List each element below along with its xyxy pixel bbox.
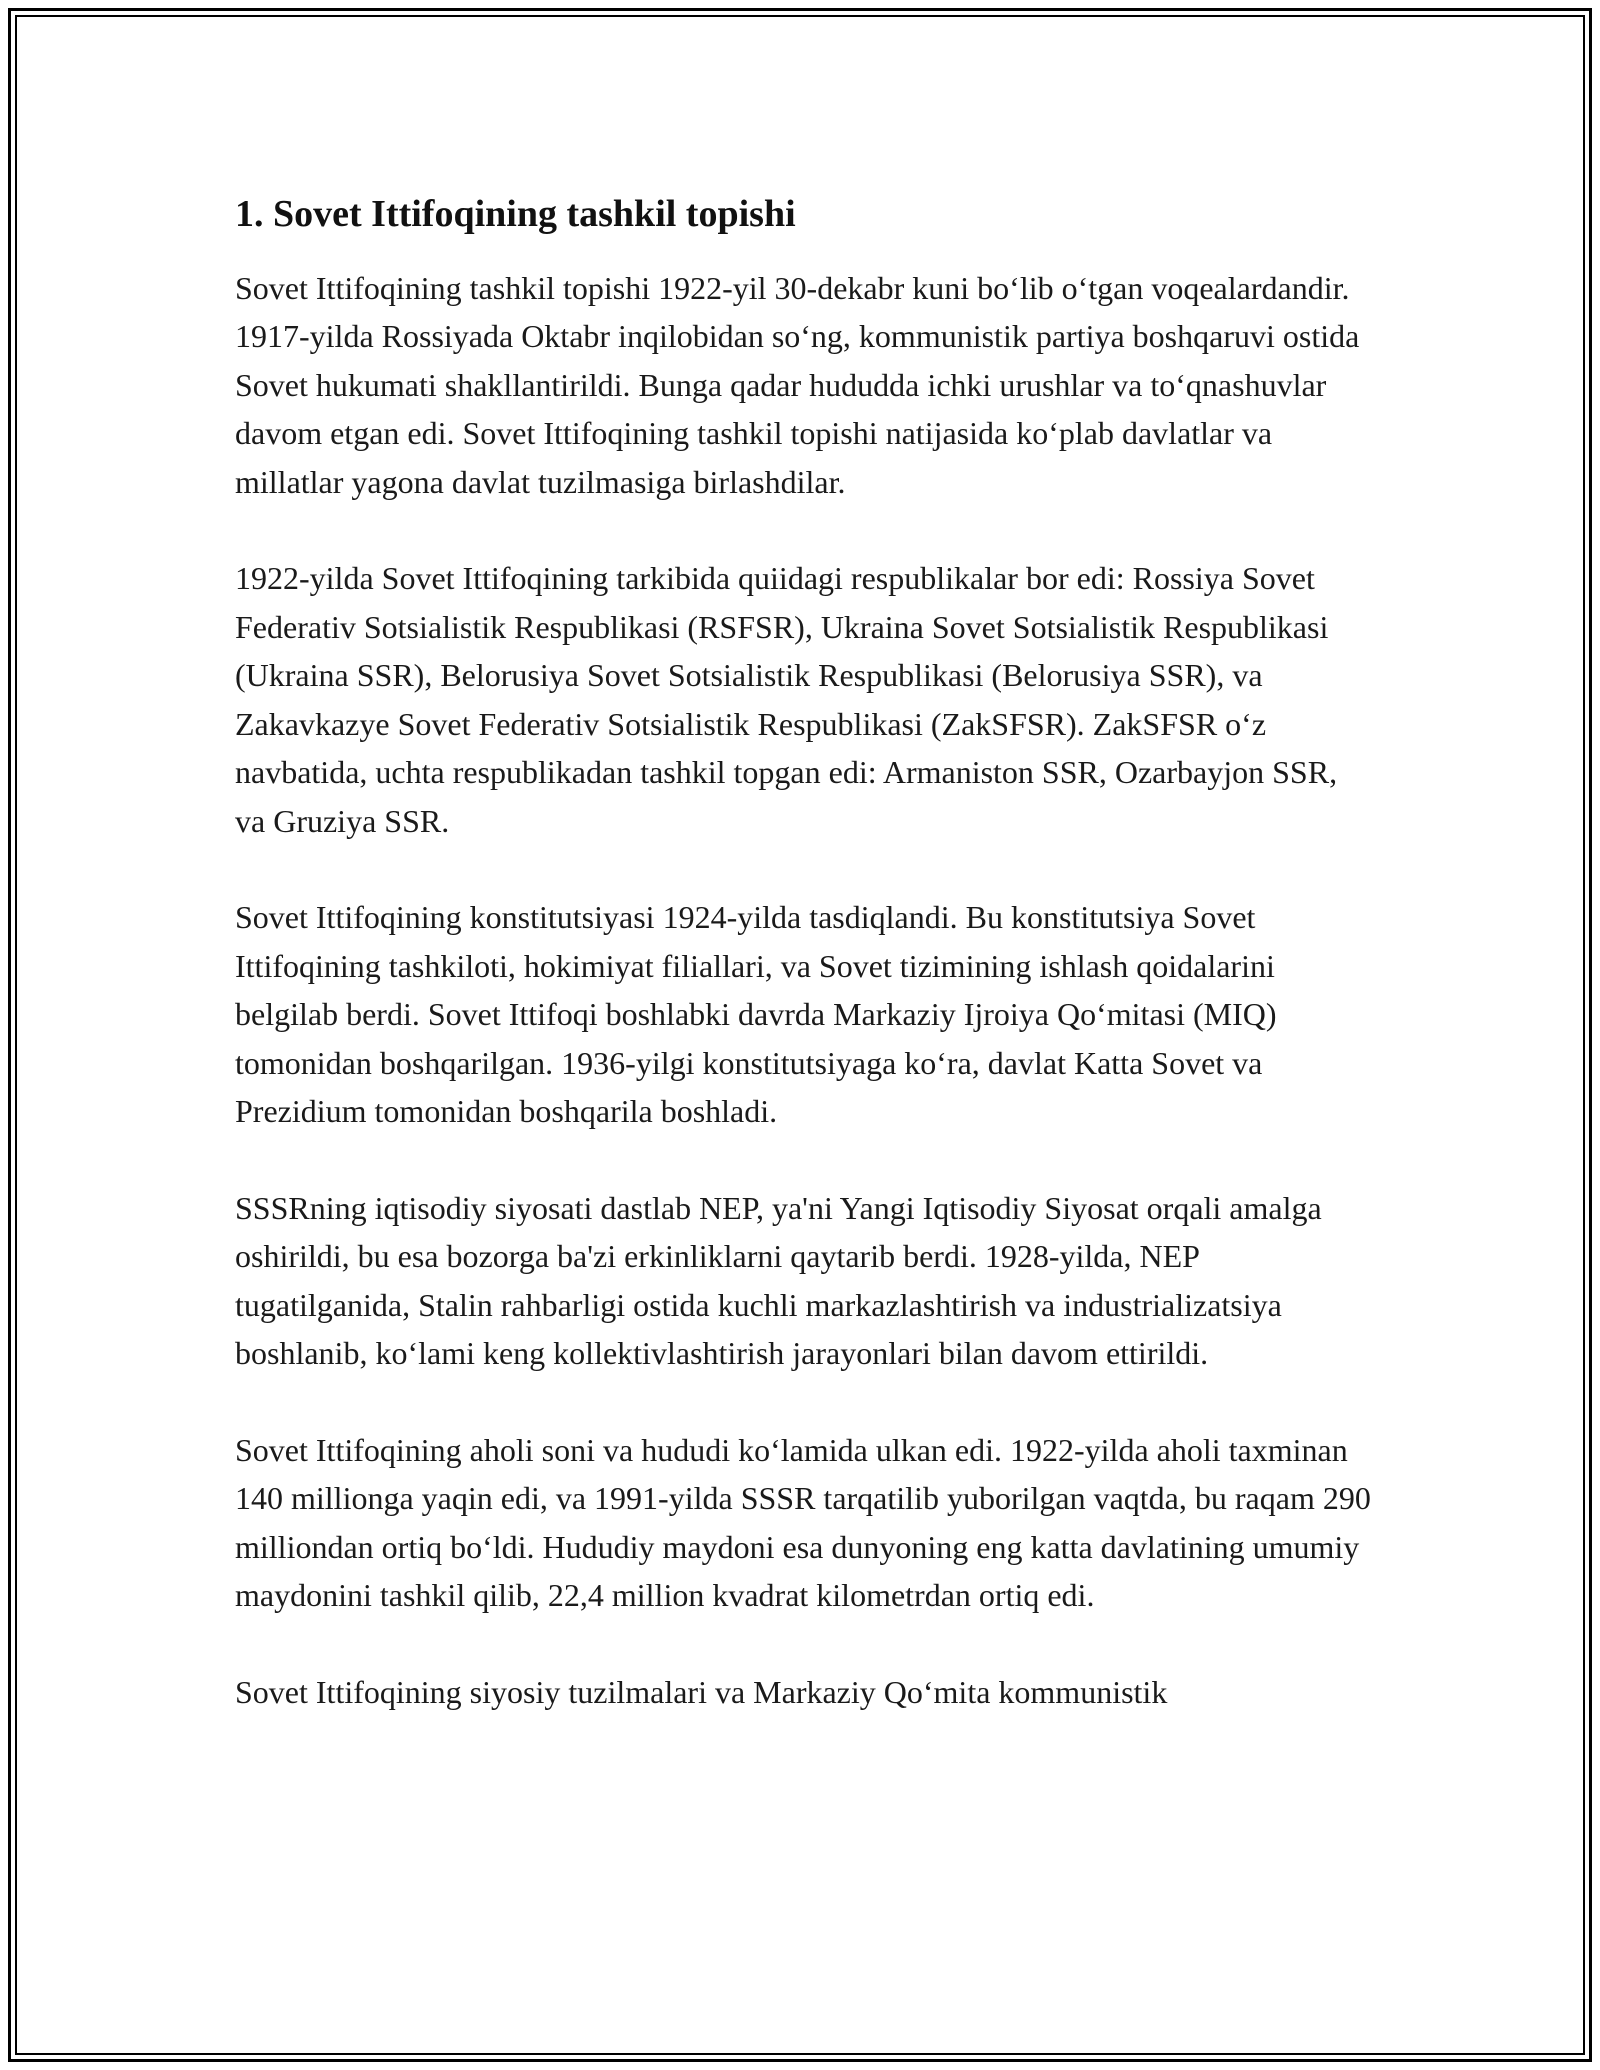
paragraph-3: Sovet Ittifoqining konstitutsiyasi 1924-yilda tasdiqlandi. Bu konstitutsiya Sovet Ittifoqining tashkiloti, hokimiyat filiallari, va Sovet tizimining ishlash qoidalarini belgilab berdi. Sovet Ittifoqi boshlabki davrda Markaziy Ijroiya Qo‘mitasi (MIQ) tomonidan boshqarilgan. 1936-yilgi konstitutsiyaga ko‘ra, davlat Katta Sovet va Prezidium tomonidan boshqarila boshladi. [235, 899, 1277, 1130]
section-heading: 1. Sovet Ittifoqining tashkil topishi [235, 193, 796, 235]
paragraph-6: Sovet Ittifoqining siyosiy tuzilmalari va Markaziy Qo‘mita kommunistik [235, 1673, 1168, 1710]
paragraph-1: Sovet Ittifoqining tashkil topishi 1922-yil 30-dekabr kuni bo‘lib o‘tgan voqealardandir. 1917-yilda Rossiyada Oktabr inqilobidan so‘ng, kommunistik partiya boshqaruvi ostida Sovet hukumati shakllantirildi. Bunga qadar hududda ichki urushlar va to‘qnashuvlar davom etgan edi. Sovet Ittifoqining tashkil topishi natijasida ko‘plab davlatlar va millatlar yagona davlat tuzilmasiga birlashdilar. [235, 269, 1360, 500]
paragraph-5: Sovet Ittifoqining aholi soni va hududi ko‘lamida ulkan edi. 1922-yilda aholi taxminan 140 millionga yaqin edi, va 1991-yilda SSSR tarqatilib yuborilgan vaqtda, bu raqam 290 milliondan ortiq bo‘ldi. Hududiy maydoni esa dunyoning eng katta davlatining umumiy maydonini tashkil qilib, 22,4 million kvadrat kilometrdan ortiq edi. [235, 1431, 1371, 1614]
paragraph-4: SSSRning iqtisodiy siyosati dastlab NEP, ya'ni Yangi Iqtisodiy Siyosat orqali amalga oshirildi, bu esa bozorga ba'zi erkinliklarni qaytarib berdi. 1928-yilda, NEP tugatilganida, Stalin rahbarligi ostida kuchli markazlashtirish va industrializatsiya boshlanib, ko‘lami keng kollektivlashtirish jarayonlari bilan davom ettirildi. [235, 1189, 1322, 1372]
paragraph-2: 1922-yilda Sovet Ittifoqining tarkibida quiidagi respublikalar bor edi: Rossiya Sovet Federativ Sotsialistik Respublikasi (RSFSR), Ukraina Sovet Sotsialistik Respublikasi (Ukraina SSR), Belorusiya Sovet Sotsialistik Respublikasi (Belorusiya SSR), va Zakavkazye Sovet Federativ Sotsialistik Respublikasi (ZakSFSR). ZakSFSR o‘z navbatida, uchta respublikadan tashkil topgan edi: Armaniston SSR, Ozarbayjon SSR, va Gruziya SSR. [235, 560, 1338, 839]
document-body [235, 180, 1375, 1764]
